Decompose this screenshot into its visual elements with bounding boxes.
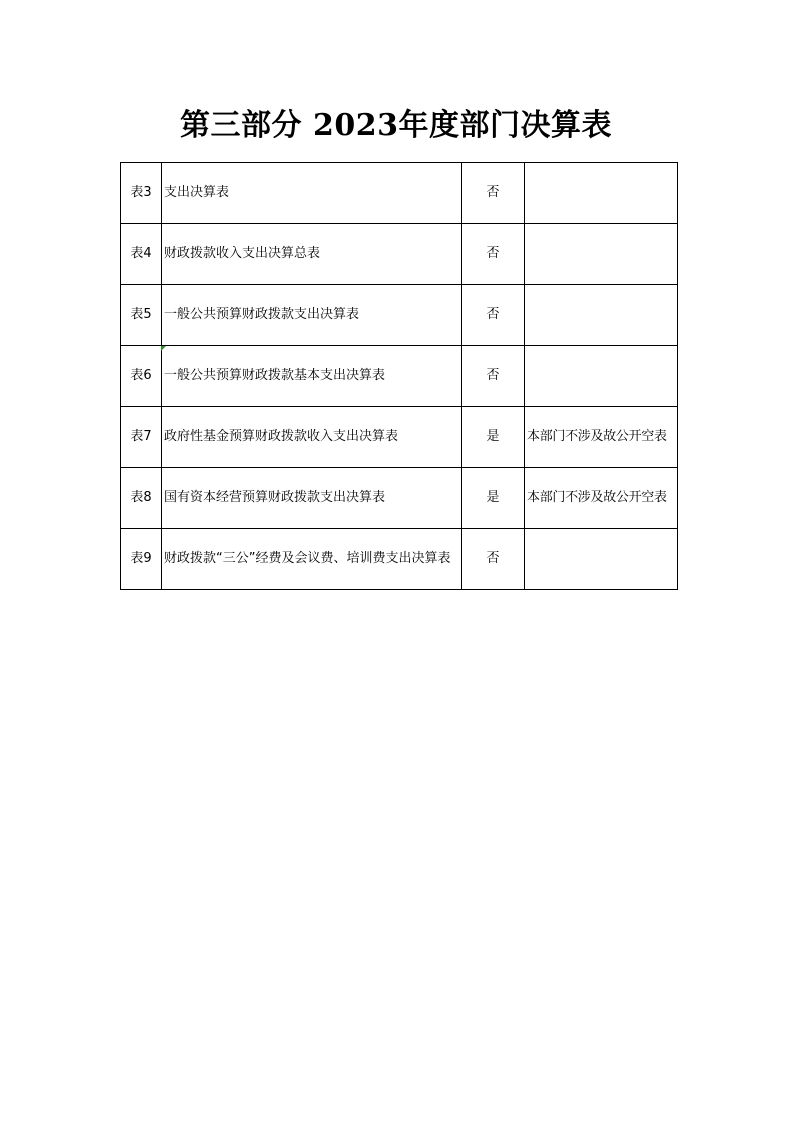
table-number: 表5 <box>121 285 162 346</box>
table-number: 表3 <box>121 163 162 224</box>
table-row <box>121 163 678 224</box>
table-note <box>525 529 678 590</box>
table-note: 本部门不涉及故公开空表 <box>525 407 678 468</box>
table-note <box>525 346 678 407</box>
empty-table-flag: 是 <box>462 468 525 529</box>
table-number: 表7 <box>121 407 162 468</box>
table-name: 国有资本经营预算财政拨款支出决算表 <box>162 468 462 529</box>
table-name: 政府性基金预算财政拨款收入支出决算表 <box>162 407 462 468</box>
table-number: 表9 <box>121 529 162 590</box>
empty-table-flag: 否 <box>462 224 525 285</box>
table-row <box>121 285 678 346</box>
table-name: 一般公共预算财政拨款支出决算表 <box>162 285 462 346</box>
empty-table-flag: 否 <box>462 163 525 224</box>
table-name: 一般公共预算财政拨款基本支出决算表 <box>162 346 462 407</box>
empty-table-flag: 是 <box>462 407 525 468</box>
table-row <box>121 224 678 285</box>
table-note <box>525 163 678 224</box>
table-row <box>121 407 678 468</box>
tables-list <box>120 162 678 590</box>
table-number: 表8 <box>121 468 162 529</box>
table-note <box>525 224 678 285</box>
cell-comment-marker <box>161 346 166 351</box>
table-row <box>121 346 678 407</box>
table-note <box>525 285 678 346</box>
table-row <box>121 529 678 590</box>
table-name: 财政拨款“三公”经费及会议费、培训费支出决算表 <box>162 529 462 590</box>
empty-table-flag: 否 <box>462 346 525 407</box>
empty-table-flag: 否 <box>462 529 525 590</box>
page-title: 第三部分 2023年度部门决算表 <box>180 108 612 143</box>
table-row <box>121 468 678 529</box>
empty-table-flag: 否 <box>462 285 525 346</box>
table-number: 表4 <box>121 224 162 285</box>
table-note: 本部门不涉及故公开空表 <box>525 468 678 529</box>
table-name: 财政拨款收入支出决算总表 <box>162 224 462 285</box>
table-name: 支出决算表 <box>162 163 462 224</box>
table-number: 表6 <box>121 346 162 407</box>
